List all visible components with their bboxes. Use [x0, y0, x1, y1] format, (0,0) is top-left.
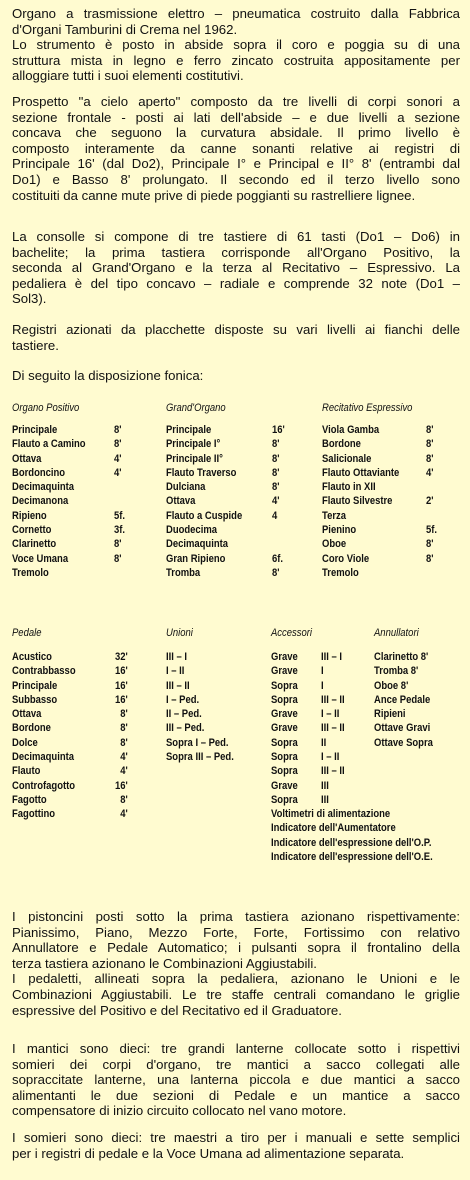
- accessorio-coupler: II: [321, 736, 327, 749]
- pistoncini-paragraph: [12, 909, 460, 1018]
- stop-value: 4': [120, 808, 128, 821]
- stop-name: Decimaquinta: [166, 538, 229, 551]
- text-line: I mantici sono dieci: tre grandi lanterne collocate sotto i rispettivi: [12, 1041, 460, 1056]
- stop-value: 4: [272, 509, 278, 522]
- stop-value: [426, 480, 437, 494]
- stop-value: 8': [114, 552, 122, 565]
- unione-item: III – I: [166, 651, 188, 663]
- stop-name: Salicionale: [322, 452, 372, 465]
- stop-name: Fagottino: [12, 808, 56, 821]
- accessorio-coupler: III: [321, 793, 329, 806]
- stop-value: 16': [114, 679, 128, 692]
- text-line: Organo a trasmissione elettro – pneumatica costruito dalla Fabbrica: [12, 6, 460, 21]
- intro-paragraph: [12, 6, 460, 84]
- stop-value: 8': [120, 722, 128, 735]
- text-line: Prospetto "a cielo aperto" composto da tre livelli di corpi sonori a: [12, 94, 460, 109]
- stop-name: Ottava: [12, 708, 42, 721]
- accessorio-coupler: III – I: [321, 651, 343, 663]
- accessorio-range: Sopra: [271, 693, 298, 706]
- stop-name: Bordoncino: [12, 466, 66, 479]
- text-line: espressive del Positivo e del Recitativo ed il Graduatore.: [12, 1002, 342, 1018]
- accessori-title: Accessori: [271, 627, 313, 639]
- consolle-paragraph: [12, 229, 460, 307]
- unione-item: II – Ped.: [166, 708, 202, 721]
- stop-value: [114, 480, 125, 494]
- accessorio-range: Grave: [271, 722, 298, 735]
- mantici-paragraph: [12, 1041, 460, 1119]
- text-line: tastiere.: [12, 337, 59, 353]
- text-line: composto interamente da canne sonanti relative ai registri di: [12, 140, 460, 156]
- stop-value: 4': [120, 765, 128, 778]
- stop-value: 4': [114, 452, 122, 465]
- stop-value: 8': [272, 566, 280, 579]
- unione-item: III – Ped.: [166, 722, 205, 735]
- accessorio-range: Grave: [271, 708, 298, 721]
- grand-organo-values: [272, 423, 285, 580]
- text-line: Registri azionati da placchette disposte su vari livelli ai fianchi delle: [12, 322, 460, 337]
- stop-name: Flauto in XII: [322, 481, 376, 494]
- accessorio-range: Grave: [271, 665, 298, 678]
- stop-value: 8': [272, 438, 280, 451]
- stop-value: 8': [120, 793, 128, 806]
- stop-value: 5f.: [426, 524, 438, 537]
- stop-name: Acustico: [12, 651, 52, 663]
- stop-name: Gran Ripieno: [166, 552, 226, 565]
- stop-value: 8': [426, 538, 434, 551]
- organo-positivo-stops: [12, 423, 86, 580]
- unione-item: I – II: [166, 665, 185, 678]
- text-line: alimentanti le due sezioni di Pedale e un mantice a sacco: [12, 1087, 460, 1103]
- text-line: La consolle si compone di tre tastiere di 61 tasti (Do1 – Do6) in: [12, 229, 460, 244]
- stop-value: 16': [272, 424, 285, 436]
- recitativo-title: Recitativo Espressivo: [322, 402, 413, 414]
- accessorio-coupler: III: [321, 779, 329, 792]
- pedale-title: Pedale: [12, 627, 42, 639]
- stop-name: Bordone: [12, 722, 51, 735]
- accessorio-coupler: I: [321, 665, 324, 678]
- grand-organo-title: Grand'Organo: [166, 402, 226, 414]
- stop-name: Clarinetto: [12, 538, 57, 551]
- stop-name: Flauto Silvestre: [322, 495, 393, 508]
- accessorio-range: Grave: [271, 651, 298, 663]
- stop-name: Decimaquinta: [12, 751, 75, 764]
- stop-name: Pienino: [322, 524, 357, 537]
- stop-value: 16': [114, 693, 128, 706]
- stop-value: [272, 523, 285, 537]
- stop-name: Cornetto: [12, 524, 52, 537]
- stop-name: Tremolo: [12, 566, 49, 579]
- annullatore-item: Ripieni: [374, 708, 406, 721]
- stop-name: Decimanona: [12, 495, 69, 508]
- stop-value: 8': [120, 708, 128, 721]
- grand-organo-stops: [166, 423, 242, 580]
- annullatori-title: Annullatori: [374, 627, 419, 639]
- text-line: seconda al Grand'Organo e la terza al Recitativo – Espressivo. La: [12, 260, 460, 276]
- accessorio-item: Voltimetri di alimentazione: [271, 808, 391, 820]
- stop-value: 8': [114, 538, 122, 551]
- accessorio-range: Sopra: [271, 793, 298, 806]
- text-line: I pistoncini posti sotto la prima tastiera azionano rispettivamente:: [12, 909, 460, 924]
- text-line: Annullatore e Pedale Automatico; i pulsanti sopra il frontalino della: [12, 940, 460, 956]
- stop-value: 4': [272, 495, 280, 508]
- text-line: bachelite; la prima tastiera corrisponde all'Organo Positivo, la: [12, 244, 460, 260]
- stop-name: Principale: [12, 424, 58, 436]
- stop-name: Tremolo: [322, 566, 359, 579]
- stop-name: Ripieno: [12, 509, 47, 522]
- stop-name: Ottava: [12, 452, 42, 465]
- text-line: Lo strumento è posto in abside sopra il coro e poggia su di una: [12, 37, 460, 53]
- text-line: Do1) e Basso 8' prolungato. Il secondo ed il terzo livello sono: [12, 171, 460, 187]
- annullatore-item: Ottave Gravi: [374, 722, 431, 735]
- accessorio-item: Indicatore dell'espressione dell'O.P.: [271, 836, 432, 849]
- stop-value: [114, 494, 125, 508]
- stop-name: Bordone: [322, 438, 361, 451]
- accessori-extra-list: [271, 807, 433, 864]
- accessori-right-list: [321, 650, 345, 807]
- stop-name: Oboe: [322, 538, 347, 551]
- accessorio-coupler: I – II: [321, 751, 340, 764]
- stop-value: 8': [114, 424, 122, 436]
- stop-value: [114, 566, 125, 580]
- stop-name: Flauto: [12, 765, 41, 778]
- stop-value: 8': [426, 552, 434, 565]
- stop-value: 4': [114, 466, 122, 479]
- text-line: somieri dei corpi d'organo, tre mantici a sacco collegati alle: [12, 1056, 460, 1072]
- pedale-values: [114, 650, 128, 822]
- text-line: compensatore di inizio circuito collocato nel vano motore.: [12, 1103, 347, 1119]
- stop-name: Subbasso: [12, 693, 58, 706]
- accessorio-range: Sopra: [271, 751, 298, 764]
- stop-name: Principale: [166, 424, 212, 436]
- unione-item: Sopra I – Ped.: [166, 736, 229, 749]
- unione-item: Sopra III – Ped.: [166, 751, 234, 764]
- stop-name: Terza: [322, 509, 347, 522]
- stop-value: 5f.: [114, 509, 126, 522]
- accessorio-coupler: III – II: [321, 693, 345, 706]
- text-line: Combinazioni Aggiustabili. Le tre staffe centrali comandano le griglie: [12, 986, 460, 1002]
- stop-name: Principale: [12, 679, 58, 692]
- stop-name: Duodecima: [166, 524, 217, 537]
- text-line: Pianissimo, Piano, Mezzo Forte, Forte, Fortissimo con relativo: [12, 924, 460, 940]
- text-line: sopraccitate lanterne, una lanterna piccola e due mantici a sacco: [12, 1072, 460, 1088]
- accessorio-range: Sopra: [271, 765, 298, 778]
- stop-value: 8': [426, 438, 434, 451]
- stop-value: [426, 566, 437, 580]
- text-line: alloggiare tutti i suoi elementi costitutivi.: [12, 68, 244, 84]
- stop-value: 8': [114, 438, 122, 451]
- stop-value: 16': [114, 779, 128, 792]
- accessorio-range: Sopra: [271, 679, 298, 692]
- stop-value: 8': [426, 424, 434, 436]
- stop-value: 8': [426, 452, 434, 465]
- accessorio-coupler: I – II: [321, 708, 340, 721]
- stop-name: Flauto a Camino: [12, 438, 86, 451]
- registri-paragraph: [12, 322, 460, 353]
- accessorio-coupler: I: [321, 679, 324, 692]
- accessorio-range: Grave: [271, 779, 298, 792]
- text-line: costituiti da canne mute prive di piede poggianti su rastrelliere lignee.: [12, 187, 416, 203]
- stop-value: 32': [114, 651, 128, 663]
- stop-value: [272, 537, 285, 551]
- stop-value: 3f.: [114, 524, 126, 537]
- stop-value: 16': [114, 665, 128, 678]
- stop-name: Dolce: [12, 736, 38, 749]
- accessorio-item: Indicatore dell'espressione dell'O.E.: [271, 850, 433, 863]
- stop-name: Flauto Ottaviante: [322, 466, 400, 479]
- accessorio-coupler: III – II: [321, 765, 345, 778]
- stop-name: Coro Viole: [322, 552, 370, 565]
- stop-value: 2': [426, 495, 434, 508]
- stop-value: 8': [272, 452, 280, 465]
- text-line: pedaliera è del tipo concavo – radiale e comprende 32 note (Do1 –: [12, 275, 460, 291]
- unioni-list: [166, 650, 234, 764]
- stop-name: Ottava: [166, 495, 196, 508]
- text-line: Sol3).: [12, 291, 47, 307]
- stop-name: Tromba: [166, 566, 201, 579]
- stop-value: 8': [120, 736, 128, 749]
- stop-name: Flauto Traverso: [166, 466, 237, 479]
- stop-name: Decimaquinta: [12, 481, 75, 494]
- recitativo-stops: [322, 423, 399, 580]
- stop-value: 4': [426, 466, 434, 479]
- text-line: I pedaletti, allineati sopra la pedaliera, azionano le Unioni e le: [12, 971, 460, 987]
- annullatore-item: Ottave Sopra: [374, 736, 433, 749]
- seguito-line: Di seguito la disposizione fonica:: [12, 368, 204, 383]
- unione-item: III – II: [166, 679, 190, 692]
- stop-name: Voce Umana: [12, 552, 69, 565]
- stop-value: 6f.: [272, 552, 284, 565]
- stop-name: Viola Gamba: [322, 424, 380, 436]
- accessori-left-list: [271, 650, 298, 807]
- stop-value: 4': [120, 751, 128, 764]
- annullatore-item: Oboe 8': [374, 679, 409, 692]
- annullatori-list: [374, 650, 433, 750]
- pedale-stops: [12, 650, 76, 822]
- stop-name: Principale II°: [166, 452, 223, 465]
- organo-positivo-title: Organo Positivo: [12, 402, 80, 414]
- stop-value: [426, 509, 437, 523]
- text-line: terza tastiera azionano le Combinazioni Aggiustabili.: [12, 955, 317, 971]
- accessorio-range: Sopra: [271, 736, 298, 749]
- accessorio-coupler: III – II: [321, 722, 345, 735]
- stop-value: 8': [272, 481, 280, 494]
- annullatore-item: Clarinetto 8': [374, 651, 429, 663]
- text-line: concava che seguono la curvatura absidale. Il primo livello è: [12, 125, 460, 141]
- text-line: struttura mista in legno e ferro zincato costruita appositamente per: [12, 52, 460, 68]
- text-line: Principale 16' (dal Do2), Principale I° e Principal e II° 8' (entrambi dal: [12, 156, 460, 172]
- stop-name: Contrabbasso: [12, 665, 76, 678]
- stop-name: Principale I°: [166, 438, 221, 451]
- stop-name: Dulciana: [166, 481, 206, 494]
- prospetto-paragraph: [12, 94, 460, 203]
- annullatore-item: Tromba 8': [374, 665, 419, 678]
- accessorio-item: Indicatore dell'Aumentatore: [271, 822, 396, 835]
- annullatore-item: Ance Pedale: [374, 693, 431, 706]
- text-line: per i registri di pedale e la Voce Umana ad alimentazione separata.: [12, 1145, 405, 1161]
- stop-name: Fagotto: [12, 793, 47, 806]
- text-line: sezione frontale - posti ai lati dell'abside – e due livelli a sezione: [12, 109, 460, 125]
- stop-name: Controfagotto: [12, 779, 76, 792]
- unioni-title: Unioni: [166, 627, 193, 639]
- somieri-paragraph: [12, 1130, 460, 1161]
- recitativo-values: [426, 423, 437, 580]
- organo-positivo-values: [114, 423, 125, 580]
- stop-name: Flauto a Cuspide: [166, 509, 243, 522]
- text-line: d'Organi Tamburini di Crema nel 1962.: [12, 21, 238, 37]
- unione-item: I – Ped.: [166, 693, 200, 706]
- text-line: I somieri sono dieci: tre maestri a tiro per i manuali e sette semplici: [12, 1130, 460, 1145]
- stop-value: 8': [272, 466, 280, 479]
